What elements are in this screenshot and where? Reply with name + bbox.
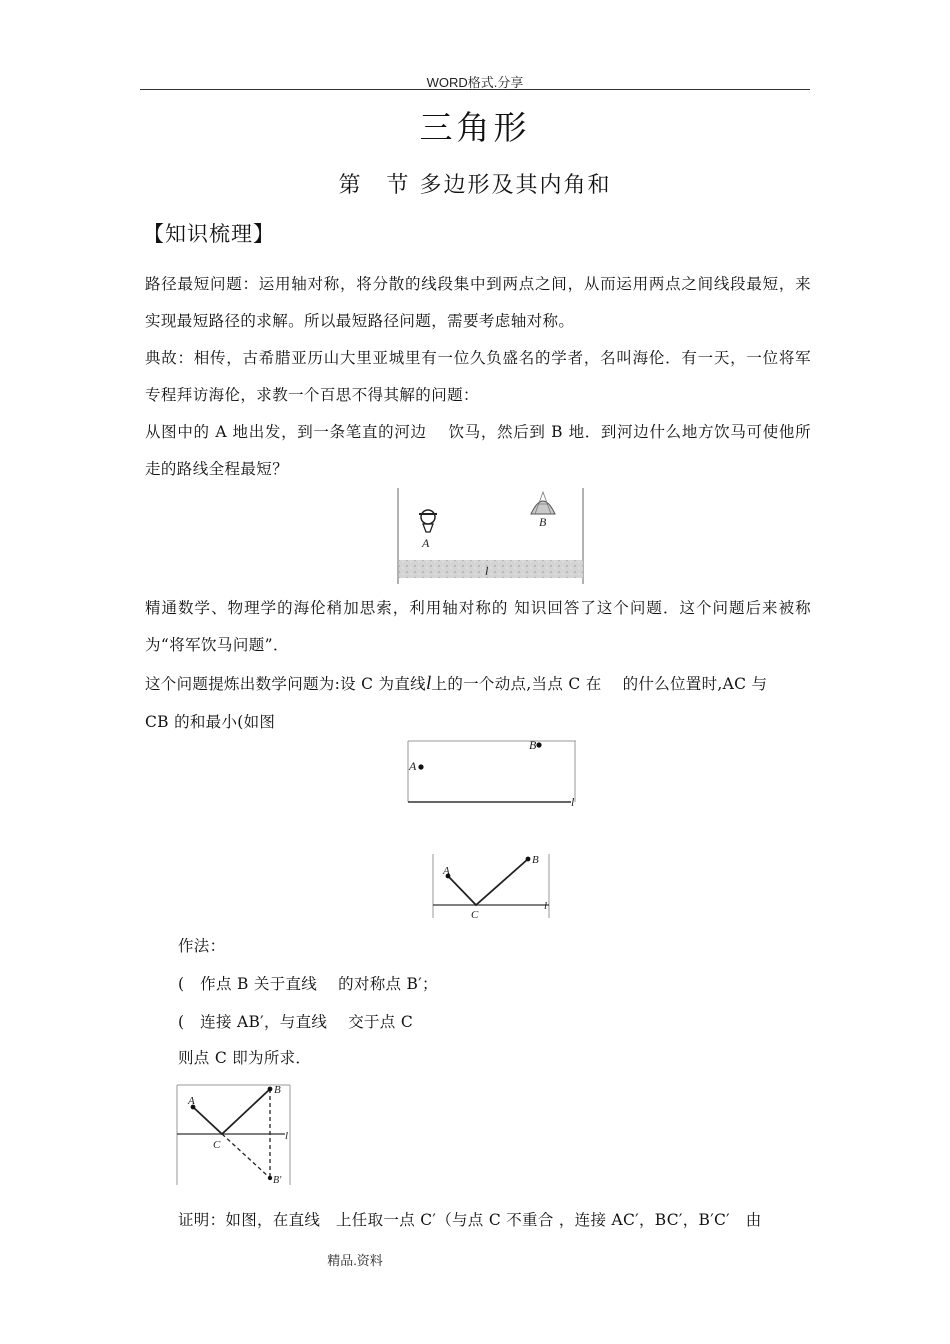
- fig4-label-b: B: [274, 1084, 281, 1096]
- fig3-path: [448, 859, 528, 905]
- method-heading: 作法：: [178, 937, 226, 955]
- reflection-figure: [175, 1083, 300, 1187]
- fig2-label-a: A: [409, 759, 417, 773]
- river-figure: [397, 486, 587, 586]
- paragraph-question: 从图中的 A 地出发，到一条笔直的河边 饮马，然后到 B 地．到河边什么地方饮马可使他所走的路线全程最短？: [145, 423, 811, 478]
- page-footer: 精品.资料: [327, 1253, 383, 1268]
- fig4-label-c: C: [213, 1139, 221, 1151]
- fig4-path-acb: [193, 1089, 270, 1134]
- fig3-label-c: C: [471, 909, 479, 921]
- general-icon: [419, 510, 437, 532]
- fig3-label-a: A: [443, 865, 450, 877]
- paragraph-heron: 精通数学、物理学的海伦稍加思索，利用轴对称的 知识回答了这个问题．这个问题后来被称为“将军饮马问题”．: [145, 599, 811, 654]
- paragraph-story: 典故：相传，古希腊亚历山大里亚城里有一位久负盛名的学者，名叫海伦．有一天，一位将军专程拜访海伦，求教一个百思不得其解的问题：: [145, 349, 811, 404]
- points-figure: [406, 740, 586, 810]
- fig1-label-b: B: [539, 515, 547, 529]
- fig4-point-b-prime: [268, 1176, 272, 1180]
- page-header: WORD格式.分享: [426, 75, 524, 90]
- fig3-label-b: B: [532, 854, 539, 866]
- fig1-label-l: l: [485, 564, 489, 578]
- fig1-label-a: A: [422, 536, 430, 550]
- math-problem-line: [145, 672, 767, 695]
- section-title: 第 节 多边形及其内角和: [338, 173, 612, 198]
- fig4-dashed-cb-prime: [222, 1134, 270, 1178]
- path-figure: [431, 852, 556, 922]
- math-problem-text-a: 这个问题提炼出数学问题为:设 C 为直线: [145, 675, 426, 693]
- proof-line: 证明：如图，在直线 上任取一点 C′（与点 C 不重合 ，连接 AC′，BC′，B′C′ 由: [178, 1211, 762, 1229]
- header-divider: [140, 89, 810, 90]
- paragraph-shortest-path: 路径最短问题：运用轴对称，将分散的线段集中到两点之间，从而运用两点之间线段最短，来实现最短路径的求解。所以最短路径问题，需要考虑轴对称。: [145, 275, 811, 330]
- fig3-label-l: l: [544, 900, 548, 912]
- method-conclusion: 则点 C 即为所求．: [178, 1049, 312, 1067]
- fig4-label-l: l: [285, 1130, 289, 1142]
- chapter-title: 三角形: [419, 108, 531, 147]
- fig2-point-b: [536, 742, 541, 747]
- fig4-label-a: A: [188, 1095, 195, 1107]
- fig2-label-b: B: [529, 740, 537, 752]
- math-problem-line-l: l: [425, 673, 432, 694]
- method-step-2: ( 连接 AB′，与直线 交于点 C: [178, 1013, 413, 1031]
- fig3-point-b: [526, 857, 531, 862]
- tent-icon: [531, 492, 555, 514]
- fig4-point-b: [268, 1087, 273, 1092]
- math-problem-text-b: 上的一个动点,当点 C 在 的什么位置时,AC 与: [431, 675, 768, 693]
- fig4-label-b-prime: B′: [273, 1175, 282, 1186]
- fig2-label-l: l: [571, 795, 575, 809]
- math-problem-line-2: CB 的和最小(如图: [145, 713, 276, 731]
- method-step-1: ( 作点 B 关于直线 的对称点 B′；: [178, 975, 438, 993]
- knowledge-heading: 【知识梳理】: [143, 222, 275, 246]
- river-band: [399, 560, 583, 578]
- fig2-point-a: [418, 764, 423, 769]
